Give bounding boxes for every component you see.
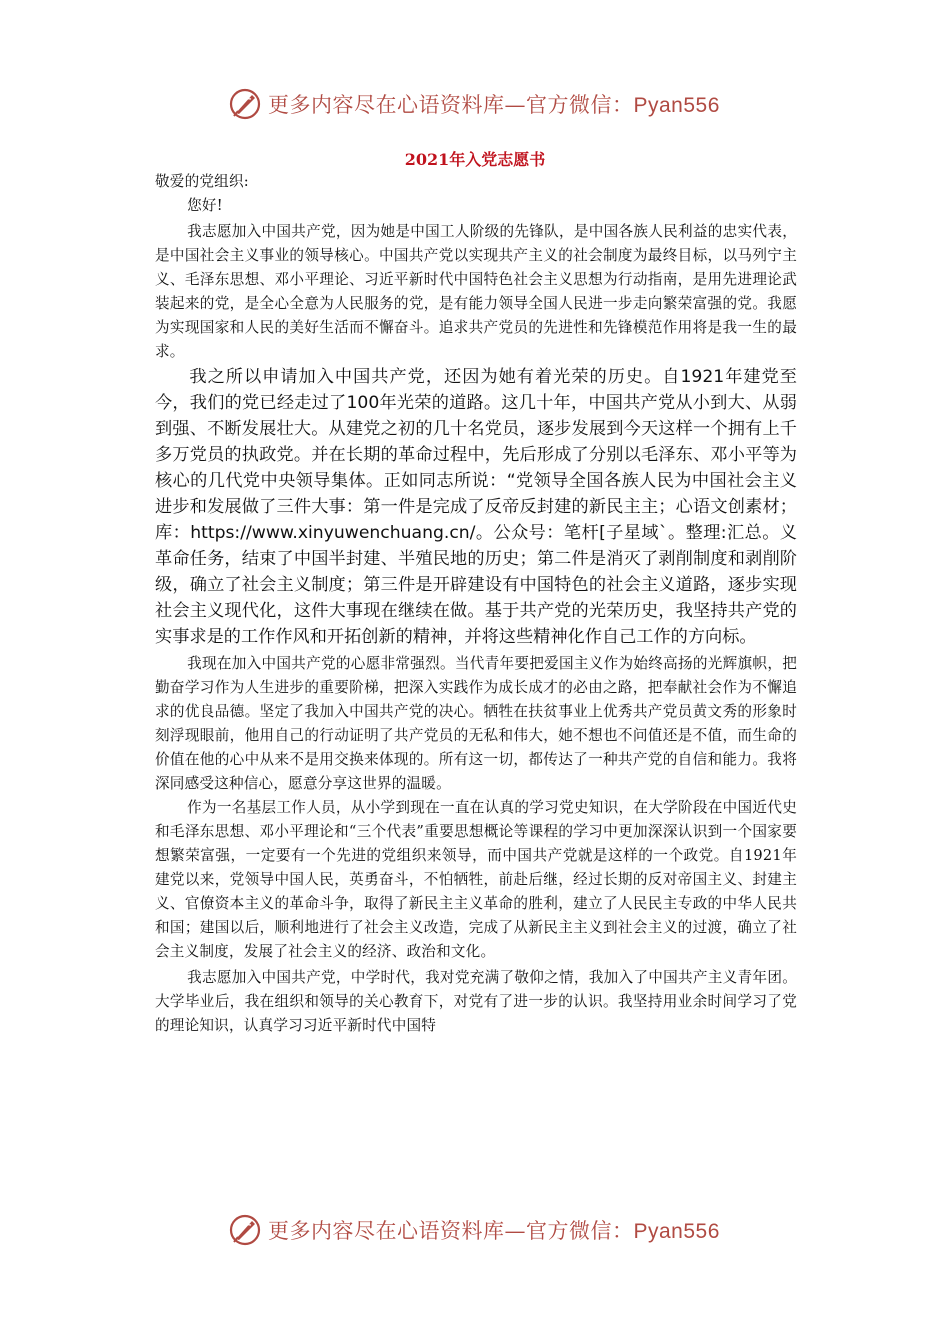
watermark-banner-bottom	[228, 1210, 720, 1250]
salutation: 敬爱的党组织:	[155, 173, 249, 190]
paragraph-1: 我志愿加入中国共产党，因为她是中国工人阶级的先锋队，是中国各族人民利益的忠实代表，是中国社会主义事业的领导核心。中国共产党以实现共产主义的社会制度为最终目标，以马列宁主义、毛泽东思想、邓小平理论、习近平新时代中国特色社会主义思想为行动指南，是用先进理论武装起来的党，是全心全意为人民服务的党，是有能力领导全国人民进一步走向繁荣富强的党。我愿为实现国家和人民的美好生活而不懈奋斗。追求共产党员的先进性和先锋模范作用将是我一生的最求。	[155, 223, 797, 360]
paragraph-3: 我现在加入中国共产党的心愿非常强烈。当代青年要把爱国主义作为始终高扬的光辉旗帜，把勤奋学习作为人生进步的重要阶梯，把深入实践作为成长成才的必由之路，把奉献社会作为不懈追求的优良品德。坚定了我加入中国共产党的决心。牺牲在扶贫事业上优秀共产党员黄文秀的形象时刻浮现眼前，他用自己的行动证明了共产党员的无私和伟大，她不想也不问值还是不值，而生命的价值在他的心中从来不是用交换来体现的。所有这一切，都传达了一种共产党的自信和能力。我将深同感受这种信心，愿意分享这世界的温暖。	[155, 655, 797, 792]
greeting: 您好!	[187, 197, 223, 214]
document-title: 2021年入党志愿书	[404, 150, 546, 169]
watermark-text: 更多内容尽在心语资料库—官方微信：Pyan556	[268, 1219, 720, 1243]
paragraph-5: 我志愿加入中国共产党，中学时代，我对党充满了敬仰之情，我加入了中国共产主义青年团。大学毕业后，我在组织和领导的关心教育下，对党有了进一步的认识。我坚持用业余时间学习了党的理论知识，认真学习习近平新时代中国特	[155, 969, 797, 1034]
quill-logo-icon	[228, 1213, 262, 1247]
watermark-banner-top	[228, 84, 720, 124]
paragraph-4: 作为一名基层工作人员，从小学到现在一直在认真的学习党史知识，在大学阶段在中国近代史和毛泽东思想、邓小平理论和“三个代表”重要思想概论等课程的学习中更加深深认识到一个国家要想繁荣富强，一定要有一个先进的党组织来领导，而中国共产党就是这样的一个政党。自1921年建党以来，党领导中国人民，英勇奋斗，不怕牺牲，前赴后继，经过长期的反对帝国主义、封建主义、官僚资本主义的革命斗争，取得了新民主主义革命的胜利，建立了人民民主专政的中华人民共和国；建国以后，顺利地进行了社会主义改造，完成了从新民主主义到社会主义的过渡，确立了社会主义制度，发展了社会主义的经济、政治和文化。	[155, 799, 797, 960]
watermark-text: 更多内容尽在心语资料库—官方微信：Pyan556	[268, 93, 720, 117]
paragraph-2: 我之所以申请加入中国共产党，还因为她有着光荣的历史。自1921年建党至今，我们的党已经走过了100年光荣的道路。这几十年，中国共产党从小到大、从弱到强、不断发展壮大。从建党之初的几十名党员，逐步发展到今天这样一个拥有上千多万党员的执政党。并在长期的革命过程中，先后形成了分别以毛泽东、邓小平等为核心的几代党中央领导集体。正如同志所说：“党领导全国各族人民为中国社会主义进步和发展做了三件大事：第一件是完成了反帝反封建的新民主主；心语文创素材；库：https://www.xinyuwenchuang.cn/。公众号：笔杆[子星域`。整理:汇总。义革命任务，结束了中国半封建、半殖民地的历史；第二件是消灭了剥削制度和剥削阶级，确立了社会主义制度；第三件是开辟建设有中国特色的社会主义道路，逐步实现社会主义现代化，这件大事现在继续在做。基于共产党的光荣历史，我坚持共产党的实事求是的工作作风和开拓创新的精神，并将这些精神化作自己工作的方向标。	[155, 367, 797, 647]
document-body	[155, 170, 797, 1038]
quill-logo-icon	[228, 87, 262, 121]
